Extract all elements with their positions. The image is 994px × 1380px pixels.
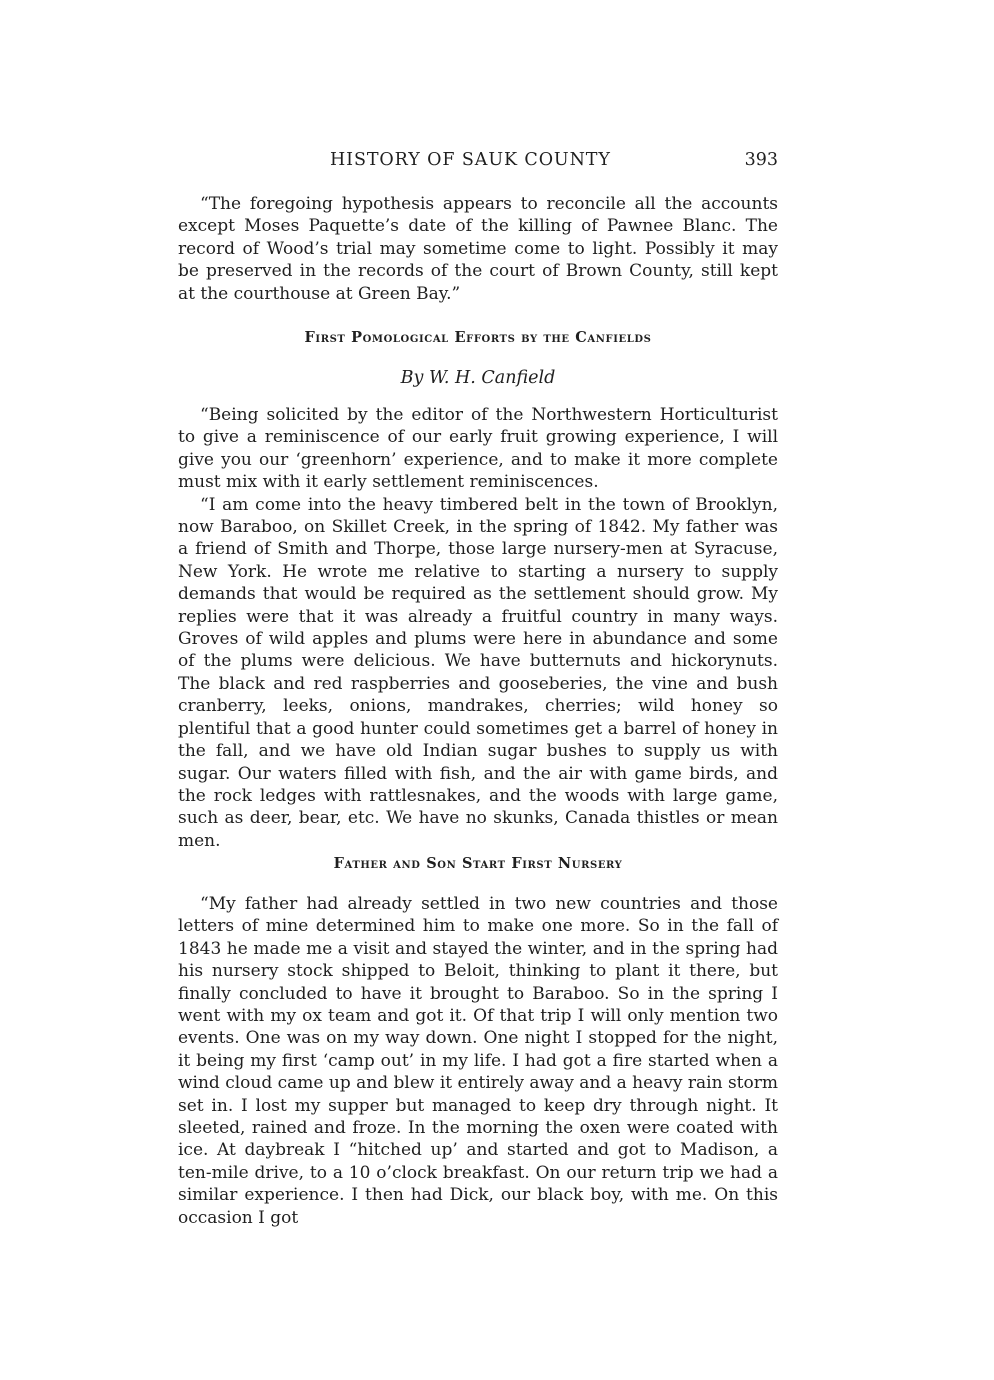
section-heading-pomological: First Pomological Efforts by the Canfields bbox=[304, 329, 652, 346]
canfield-reminiscence bbox=[178, 404, 778, 852]
opening-quotation bbox=[178, 193, 778, 305]
section-heading-first-nursery: Father and Son Start First Nursery bbox=[333, 855, 623, 872]
running-head bbox=[178, 150, 778, 174]
paragraph: “Being solicited by the editor of the Northwestern Horticulturist to give a reminiscence of our early fruit growing experience, I will give you our ‘greenhorn’ experience, and to make it more complete must mix with it early settlement reminiscences. bbox=[178, 405, 778, 493]
running-title: HISTORY OF SAUK COUNTY bbox=[330, 150, 611, 170]
paragraph: “My father had already settled in two new countries and those letters of mine determined him to make one more. So in the fall of 1843 he made me a visit and stayed the winter, and in the spring had his nursery stock shipped to Beloit, thinking to plant it there, but finally concluded to have it brought to Baraboo. So in the spring I went with my ox team and got it. Of that trip I will only mention two events. One was on my way down. One night I stopped for the night, it being my first ‘camp out’ in my life. I had got a fire started when a wind cloud came up and blew it entirely away and a heavy rain storm set in. I lost my supper but managed to keep dry through night. It sleeted, rained and froze. In the morning the oxen were coated with ice. At daybreak I “hitched up’ and started and got to Madison, a ten-mile drive, to a 10 o’clock breakfast. On our return trip we had a similar experience. I then had Dick, our black boy, with me. On this occasion I got bbox=[178, 894, 778, 1228]
paragraph: “The foregoing hypothesis appears to reconcile all the accounts except Moses Paquette’s date of the killing of Pawnee Blanc. The record of Wood’s trial may sometime come to light. Possibly it may be preserved in the records of the court of Brown County, still kept at the courthouse at Green Bay.” bbox=[178, 194, 778, 304]
nursery-narrative bbox=[178, 893, 778, 1229]
paragraph: “I am come into the heavy timbered belt in the town of Brooklyn, now Baraboo, on Skillet Creek, in the spring of 1842. My father was a friend of Smith and Thorpe, those large nursery-men at Syracuse, New York. He wrote me relative to starting a nursery to supply demands that would be required as the settlement should grow. My replies were that it was already a fruitful country in many ways. Groves of wild apples and plums were here in abundance and some of the plums were delicious. We have butternuts and hickorynuts. The black and red raspberries and gooseberies, the vine and bush cranberry, leeks, onions, mandrakes, cherries; wild honey so plentiful that a good hunter could sometimes get a barrel of honey in the fall, and we have old Indian sugar bushes to supply us with sugar. Our waters filled with fish, and the air with game birds, and the rock ledges with rattlesnakes, and the woods with large game, such as deer, bear, etc. We have no skunks, Canada thistles or mean men. bbox=[178, 494, 778, 851]
byline: By W. H. Canfield bbox=[400, 368, 556, 388]
page-number: 393 bbox=[744, 150, 778, 170]
